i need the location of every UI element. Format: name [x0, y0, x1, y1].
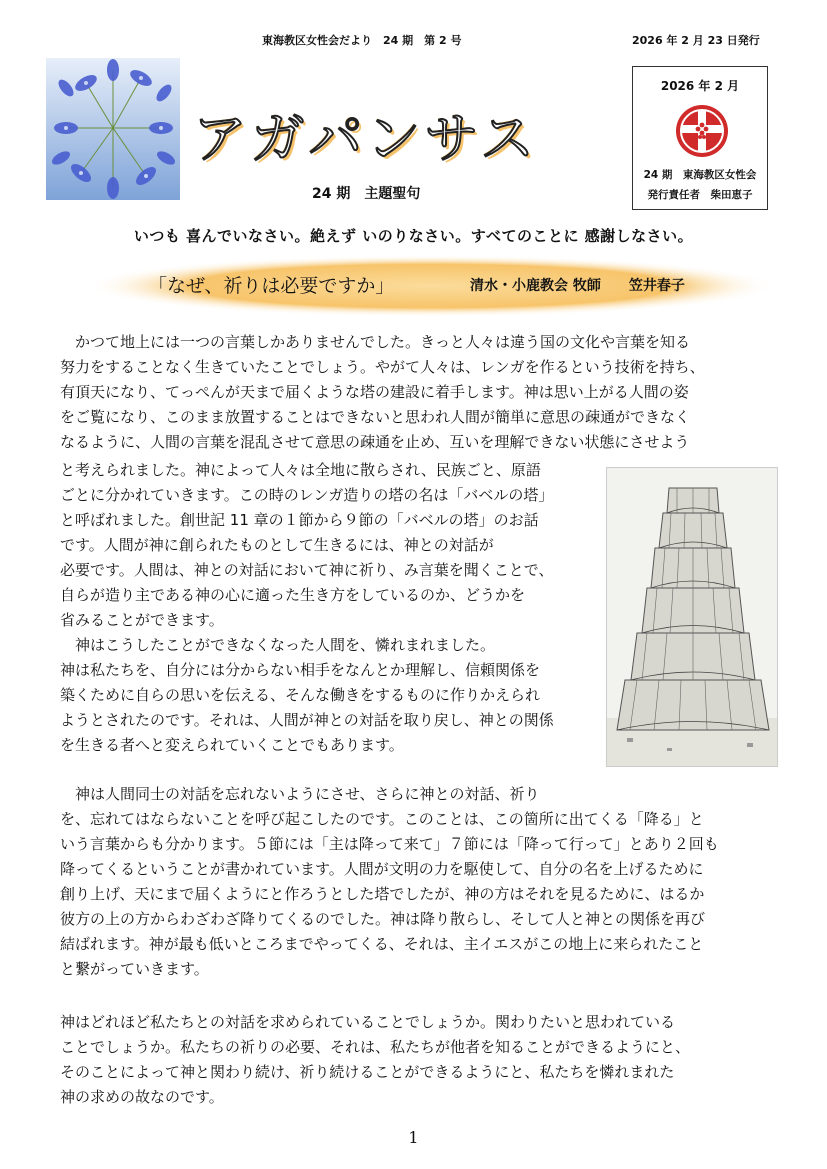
body-line: そのことによって神と関わり続け、祈り続けることができるようにと、私たちを憐れまれた: [60, 1063, 675, 1081]
body-line: をご覧になり、このまま放置することはできないと思われ人間が簡単に意思の疎通ができなく: [60, 408, 691, 426]
body-line: 結ばれます。神が最も低いところまでやってくる、それは、主イエスがこの地上に来られたこと: [60, 935, 704, 953]
info-date: 2026 年 2 月: [660, 79, 740, 93]
church-emblem-icon: [674, 103, 730, 159]
body-line: を生きる者へと変えられていくことでもあります。: [60, 736, 404, 754]
body-line: 有頂天になり、てっぺんが天まで届くような塔の建設に着手します。神は思い上がる人間の姿: [60, 383, 689, 401]
body-line: 神は人間同士の対話を忘れないようにさせ、さらに神との対話、祈り: [60, 785, 540, 803]
agapanthus-flower-image: [46, 58, 180, 200]
body-line: と繋がっていきます。: [60, 960, 209, 978]
body-line: 創り上げ、天にまで届くようにと作ろうとした塔でしたが、神の方はそれを見るために、はるか: [60, 885, 705, 903]
body-line: と呼ばれました。創世記 11 章の１節から９節の「バベルの塔」のお話: [60, 511, 539, 529]
body-line: 努力をすることなく生きていたことでしょう。やがて人々は、レンガを作るという技術を持ち、: [60, 358, 705, 376]
newsletter-title: アガパンサス: [193, 107, 539, 170]
body-line: 必要です。人間は、神との対話において神に祈り、み言葉を聞くことで、: [60, 561, 554, 579]
body-line: ごとに分かれていきます。この時のレンガ造りの塔の名は「バベルの塔」: [60, 486, 554, 504]
publish-date: 2026 年 2 月 23 日発行: [632, 34, 760, 47]
body-line: 彼方の上の方からわざわざ降りてくるのでした。神は降り散らし、そして人と神との関係を再び: [60, 910, 706, 928]
body-line: 神はどれほど私たちとの対話を求められていることでしょうか。関わりたいと思われている: [60, 1013, 676, 1031]
body-line: 築くために自らの思いを伝える、そんな働きをするものに作りかえられ: [60, 686, 541, 704]
theme-label: 24 期 主題聖句: [312, 186, 421, 202]
body-line: です。人間が神に創られたものとして生きるには、神との対話が: [60, 536, 494, 554]
body-line: いう言葉からも分かります。５節には「主は降って来て」７節には「降って行って」とあり２回も: [60, 835, 719, 853]
publication-info-box: [632, 66, 768, 210]
tower-of-babel-image: [606, 467, 778, 767]
body-line: 神はこうしたことができなくなった人間を、憐れまれました。: [60, 636, 496, 654]
body-line: 省みることができます。: [60, 611, 224, 629]
body-line: ことでしょうか。私たちの祈りの必要、それは、私たちが他者を知ることができるようにと、: [60, 1038, 691, 1056]
page-number: 1: [408, 1128, 419, 1147]
body-line: 神の求めの故なのです。: [60, 1088, 224, 1106]
body-line: 自らが造り主である神の心に適った生き方をしているのか、どうかを: [60, 586, 526, 604]
article-title: 「なぜ、祈りは必要ですか」: [148, 275, 395, 297]
body-line: と考えられました。神によって人々は全地に散らされ、民族ごと、原語: [60, 461, 541, 479]
body-line: 降ってくるということが書かれています。人間が文明の力を駆使して、自分の名を上げるために: [60, 860, 704, 878]
article-author: 清水・小鹿教会 牧師 笠井春子: [470, 278, 685, 294]
body-line: かつて地上には一つの言葉しかありませんでした。きっと人々は違う国の文化や言葉を知る: [60, 333, 691, 351]
theme-verse: いつも 喜んでいなさい。絶えず いのりなさい。すべてのことに 感謝しなさい。: [133, 227, 694, 245]
newsletter-issue-info: 東海教区女性会だより 24 期 第 2 号: [262, 34, 462, 47]
body-line: なるように、人間の言葉を混乱させて意思の疎通を止め、互いを理解できない状態にさせよう: [60, 433, 690, 451]
info-organization: 24 期 東海教区女性会: [643, 169, 757, 181]
body-line: を、忘れてはならないことを呼び起こしたのです。このことは、この箇所に出てくる「降る」と: [60, 810, 704, 828]
body-line: 神は私たちを、自分には分からない相手をなんとか理解し、信頼関係を: [60, 661, 541, 679]
body-line: ようとされたのです。それは、人間が神との対話を取り戻し、神との関係: [60, 711, 554, 729]
info-editor: 発行責任者 柴田恵子: [647, 189, 753, 201]
